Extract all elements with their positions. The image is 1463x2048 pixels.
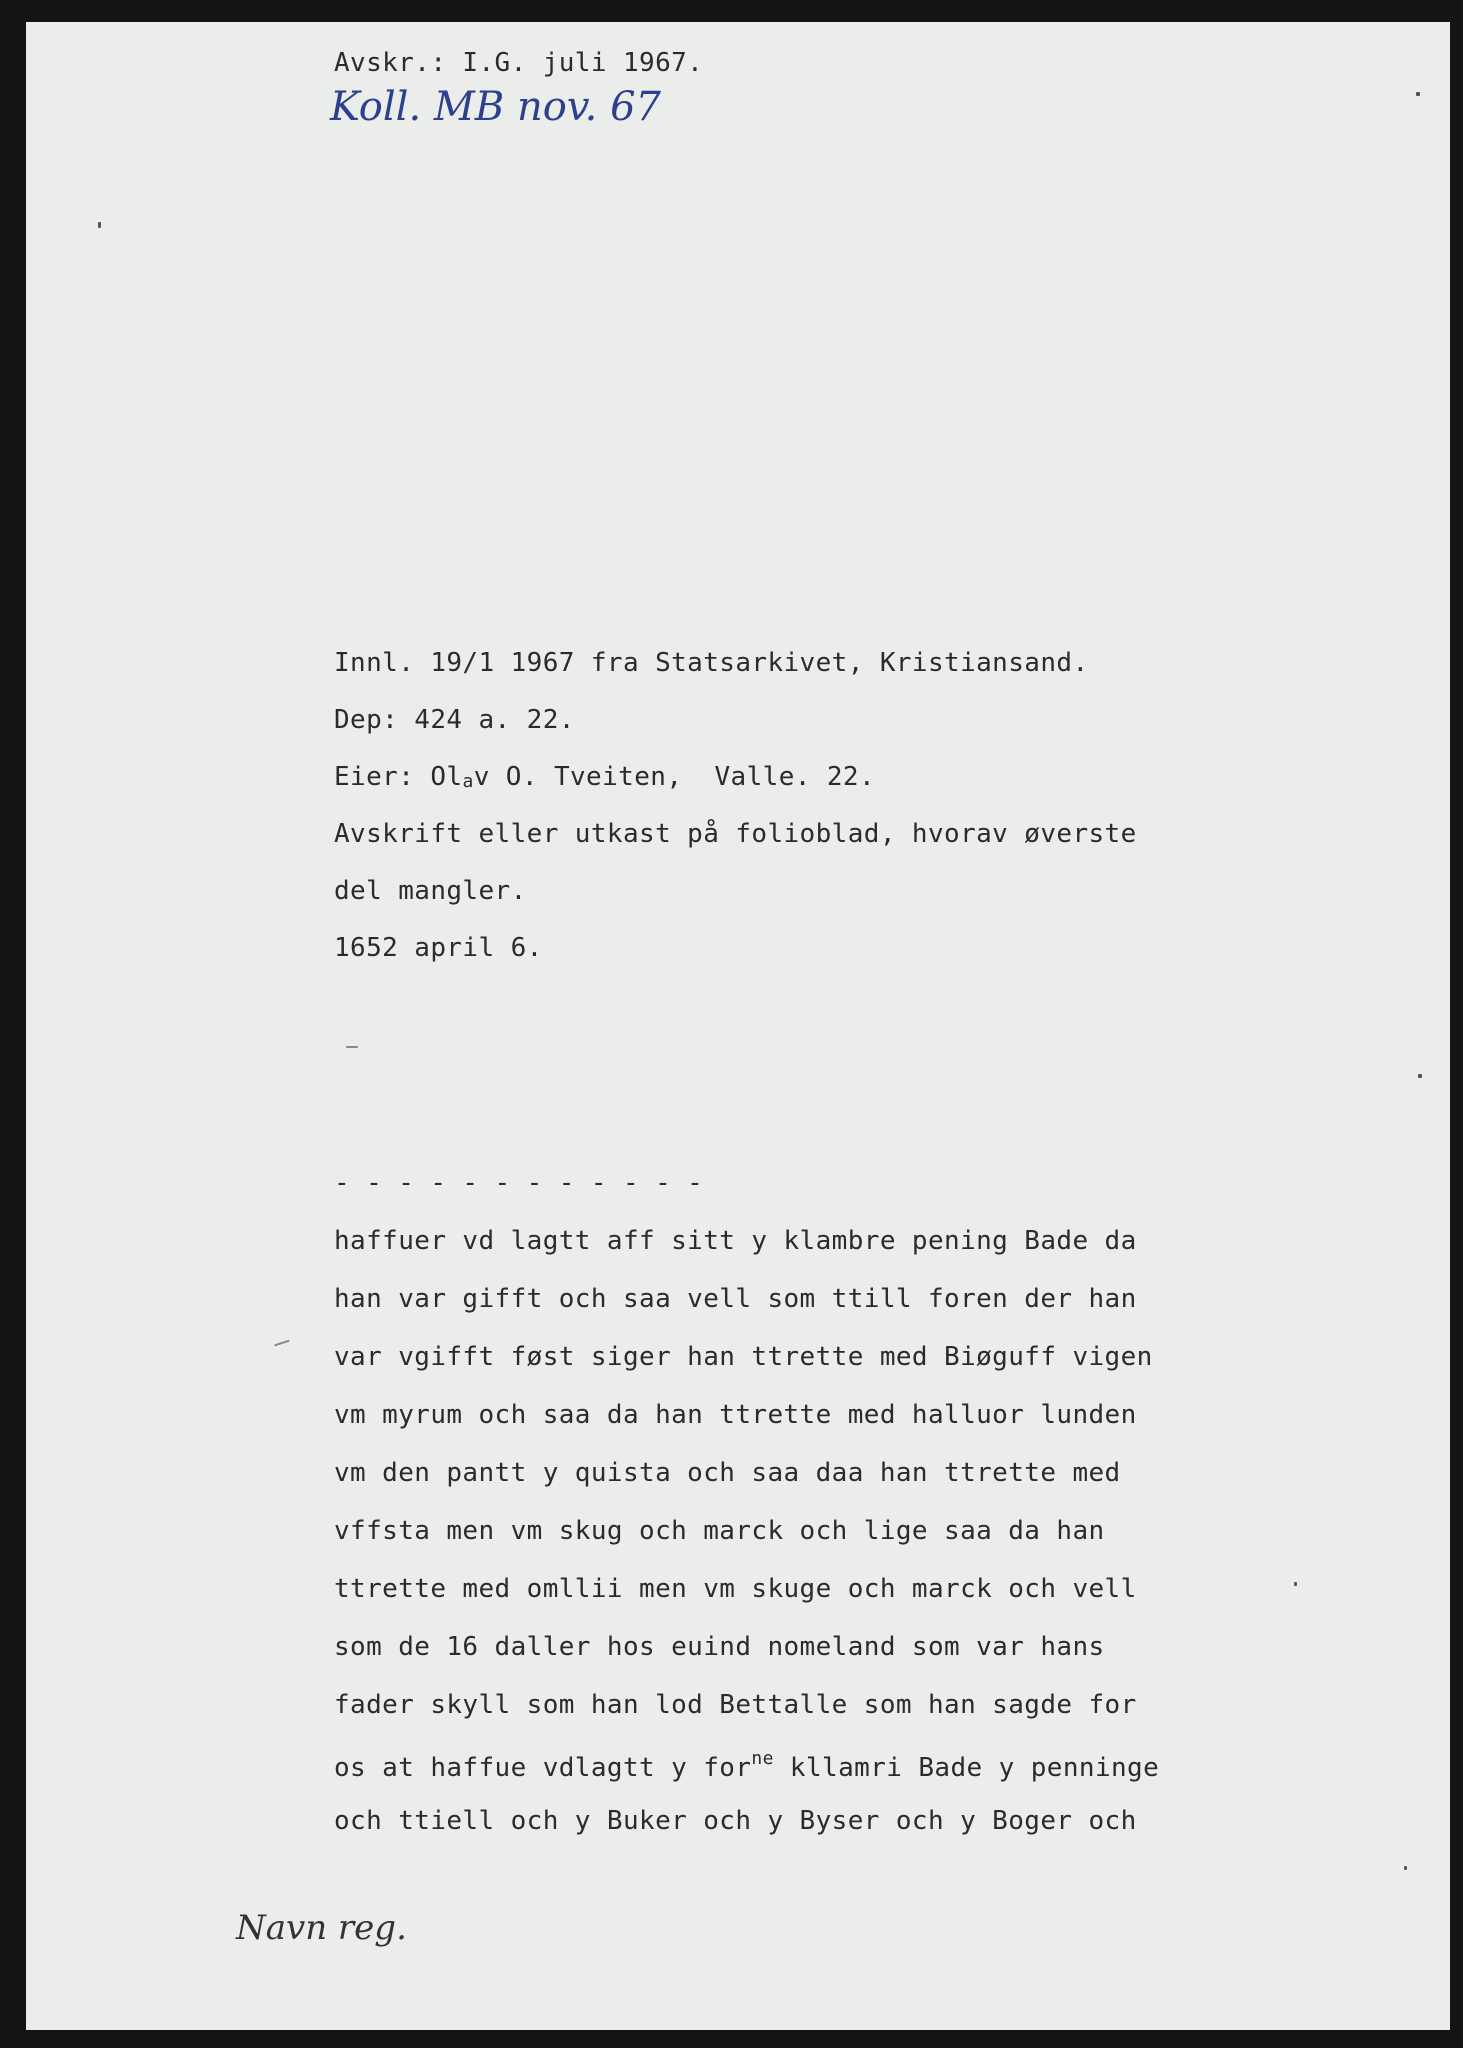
body-line: var vgifft føst siger han ttrette med Biøguff vigen: [334, 1342, 1153, 1372]
body-line: [334, 1748, 1159, 1783]
section-divider: - - - - - - - - - - - -: [334, 1168, 704, 1198]
owner-subscript: a: [462, 771, 474, 792]
description-line-2: del mangler.: [334, 876, 527, 906]
body-line: haffuer vd lagtt aff sitt y klambre pening Bade da: [334, 1226, 1137, 1256]
body-superscript: ne: [751, 1748, 774, 1769]
body-line-prefix: os at haffue vdlagtt y for: [334, 1753, 752, 1783]
deposit-line: Dep: 424 a. 22.: [334, 705, 575, 735]
owner-suffix: v O. Tveiten, Valle. 22.: [473, 762, 876, 792]
received-line: Innl. 19/1 1967 fra Statsarkivet, Kristiansand.: [334, 648, 1089, 678]
description-line-1: Avskrift eller utkast på folioblad, hvorav øverste: [334, 819, 1137, 849]
handwritten-check-note: Koll. MB nov. 67: [330, 84, 661, 130]
body-line: vm den pantt y quista och saa daa han ttrette med: [334, 1458, 1121, 1488]
body-line: vffsta men vm skug och marck och lige saa da han: [334, 1516, 1105, 1546]
body-line: fader skyll som han lod Bettalle som han sagde for: [334, 1690, 1137, 1720]
transcription-note: Avskr.: I.G. juli 1967.: [334, 48, 704, 78]
paper-speck: [1294, 1582, 1297, 1586]
body-line-suffix: kllamri Bade y penninge: [773, 1753, 1160, 1783]
paper-speck: [1418, 1074, 1422, 1078]
body-line: som de 16 daller hos euind nomeland som var hans: [334, 1632, 1105, 1662]
paper-speck: [1404, 1866, 1407, 1870]
document-page: [26, 22, 1450, 2030]
body-line: vm myrum och saa da han ttrette med halluor lunden: [334, 1400, 1137, 1430]
owner-prefix: Eier: Ol: [334, 762, 463, 792]
paper-mark: [274, 1340, 290, 1347]
body-line: han var gifft och saa vell som ttill foren der han: [334, 1284, 1137, 1314]
paper-speck: [98, 222, 101, 228]
body-line: och ttiell och y Buker och y Byser och y Boger och: [334, 1806, 1137, 1836]
handwritten-register-note: Navn reg.: [236, 1908, 407, 1948]
paper-mark: [346, 1046, 358, 1048]
owner-line: [334, 762, 875, 792]
document-date: 1652 april 6.: [334, 933, 543, 963]
paper-speck: [1416, 92, 1420, 96]
body-line: ttrette med omllii men vm skuge och marck och vell: [334, 1574, 1137, 1604]
